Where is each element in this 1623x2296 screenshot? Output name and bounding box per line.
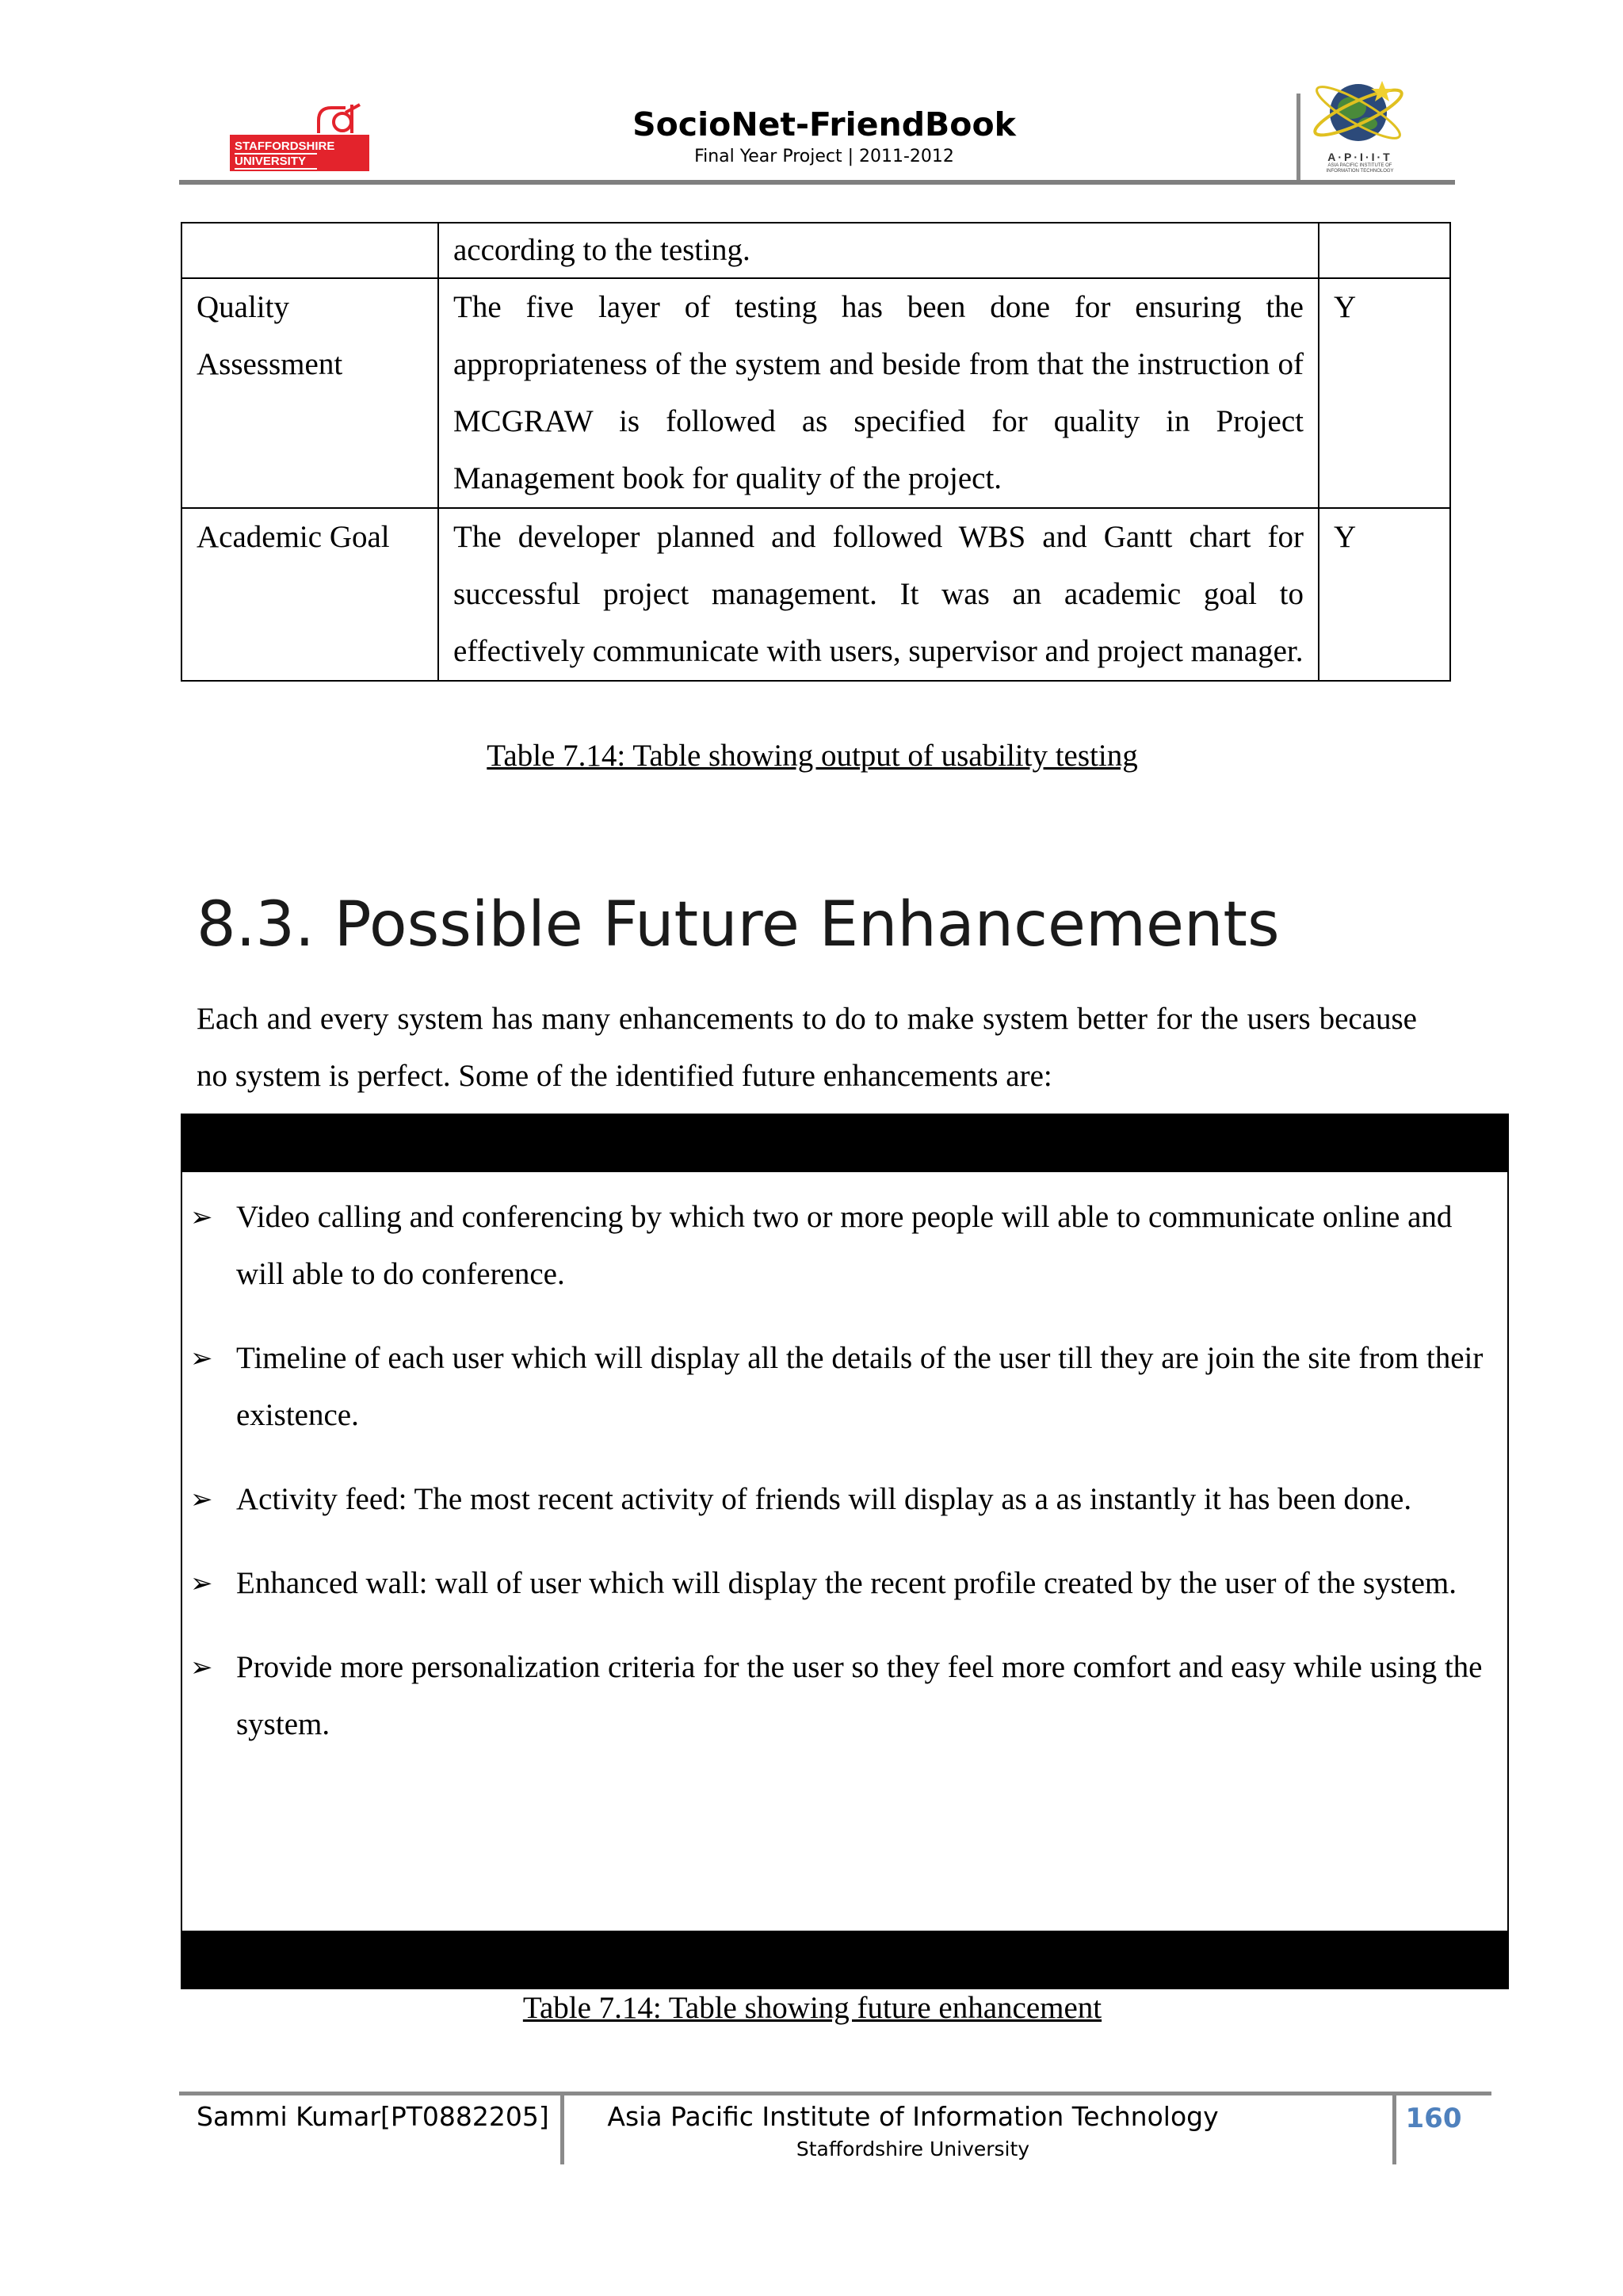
table-cell-description: according to the testing. xyxy=(438,223,1319,278)
footer-institute: Asia Pacific Institute of Information Technology xyxy=(607,2101,1219,2132)
table-cell-description: The developer planned and followed WBS and Gantt chart for successful project management. It was an academic goal to effectively communicate with users, supervisor and project manager. xyxy=(438,508,1319,681)
logo-text-line1: STAFFORDSHIRE xyxy=(235,139,335,153)
staffordshire-logo-text xyxy=(230,135,369,171)
logo-text-line2: UNIVERSITY xyxy=(235,153,317,170)
list-item-text: Provide more personalization criteria for the user so they feel more comfort and easy while using the system. xyxy=(236,1650,1483,1741)
arrow-bullet-icon: ➢ xyxy=(190,1484,213,1515)
list-item xyxy=(190,1555,1498,1612)
table-caption: Table 7.14: Table showing output of usability testing xyxy=(487,739,1138,773)
section-heading: 8.3. Possible Future Enhancements xyxy=(197,889,1280,961)
document-title: SocioNet-FriendBook xyxy=(632,105,1016,143)
document-subtitle: Final Year Project | 2011-2012 xyxy=(694,147,954,166)
apiit-logo-tagline: ASIA PACIFIC INSTITUTE OF INFORMATION TECHNOLOGY xyxy=(1326,163,1394,174)
footer-rule xyxy=(179,2092,1491,2095)
section-intro-paragraph: Each and every system has many enhancements to do to make system better for the users because no system is perfect. Some of the identified future enhancements are: xyxy=(197,1002,1417,1093)
list-item xyxy=(190,1639,1498,1753)
table-cell-result: Y xyxy=(1319,508,1450,681)
list-item xyxy=(190,1330,1498,1444)
table-cell-result: Y xyxy=(1319,278,1450,508)
arrow-bullet-icon: ➢ xyxy=(190,1568,213,1599)
table-caption: Table 7.14: Table showing future enhancement xyxy=(522,1991,1102,2025)
footer-author: Sammi Kumar[PT0882205] xyxy=(197,2101,549,2132)
table-cell-criterion: Academic Goal xyxy=(181,508,438,681)
apiit-logo xyxy=(1306,73,1411,176)
enhancements-footer-bar xyxy=(181,1931,1509,1989)
table-row xyxy=(181,508,1450,681)
table-cell-criterion xyxy=(181,223,438,278)
table-row xyxy=(181,223,1450,278)
table-cell-description: The five layer of testing has been done for ensuring the appropriateness of the system and beside from that the instruction of MCGRAW is followed as specified for quality in Project Management book for quality of the project. xyxy=(438,278,1319,508)
table-cell-criterion: Quality Assessment xyxy=(181,278,438,508)
globe-icon xyxy=(1306,73,1411,152)
arrow-bullet-icon: ➢ xyxy=(190,1201,213,1233)
header-rule xyxy=(179,180,1455,185)
list-item xyxy=(190,1471,1498,1528)
list-item-text: Activity feed: The most recent activity of friends will display as a as instantly it has been done. xyxy=(236,1482,1412,1516)
header-divider xyxy=(1296,94,1300,181)
staffordshire-knot-icon xyxy=(314,101,365,135)
table-cell-result xyxy=(1319,223,1450,278)
table-row xyxy=(181,278,1450,508)
page-number: 160 xyxy=(1405,2103,1462,2134)
arrow-bullet-icon: ➢ xyxy=(190,1343,213,1374)
list-item-text: Timeline of each user which will display all the details of the user till they are join the site from their existence. xyxy=(236,1341,1484,1432)
staffordshire-university-logo xyxy=(230,101,369,174)
footer-university: Staffordshire University xyxy=(796,2137,1030,2160)
arrow-bullet-icon: ➢ xyxy=(190,1652,213,1683)
list-item xyxy=(190,1189,1498,1303)
list-item-text: Enhanced wall: wall of user which will display the recent profile created by the user of the system. xyxy=(236,1566,1457,1600)
list-item-text: Video calling and conferencing by which two or more people will able to communicate online and will able to do conference. xyxy=(236,1200,1453,1291)
apiit-logo-word: A·P·I·I·T xyxy=(1327,151,1392,163)
usability-testing-table xyxy=(181,222,1451,682)
enhancements-header-bar xyxy=(181,1114,1509,1172)
enhancements-list xyxy=(190,1189,1498,1780)
